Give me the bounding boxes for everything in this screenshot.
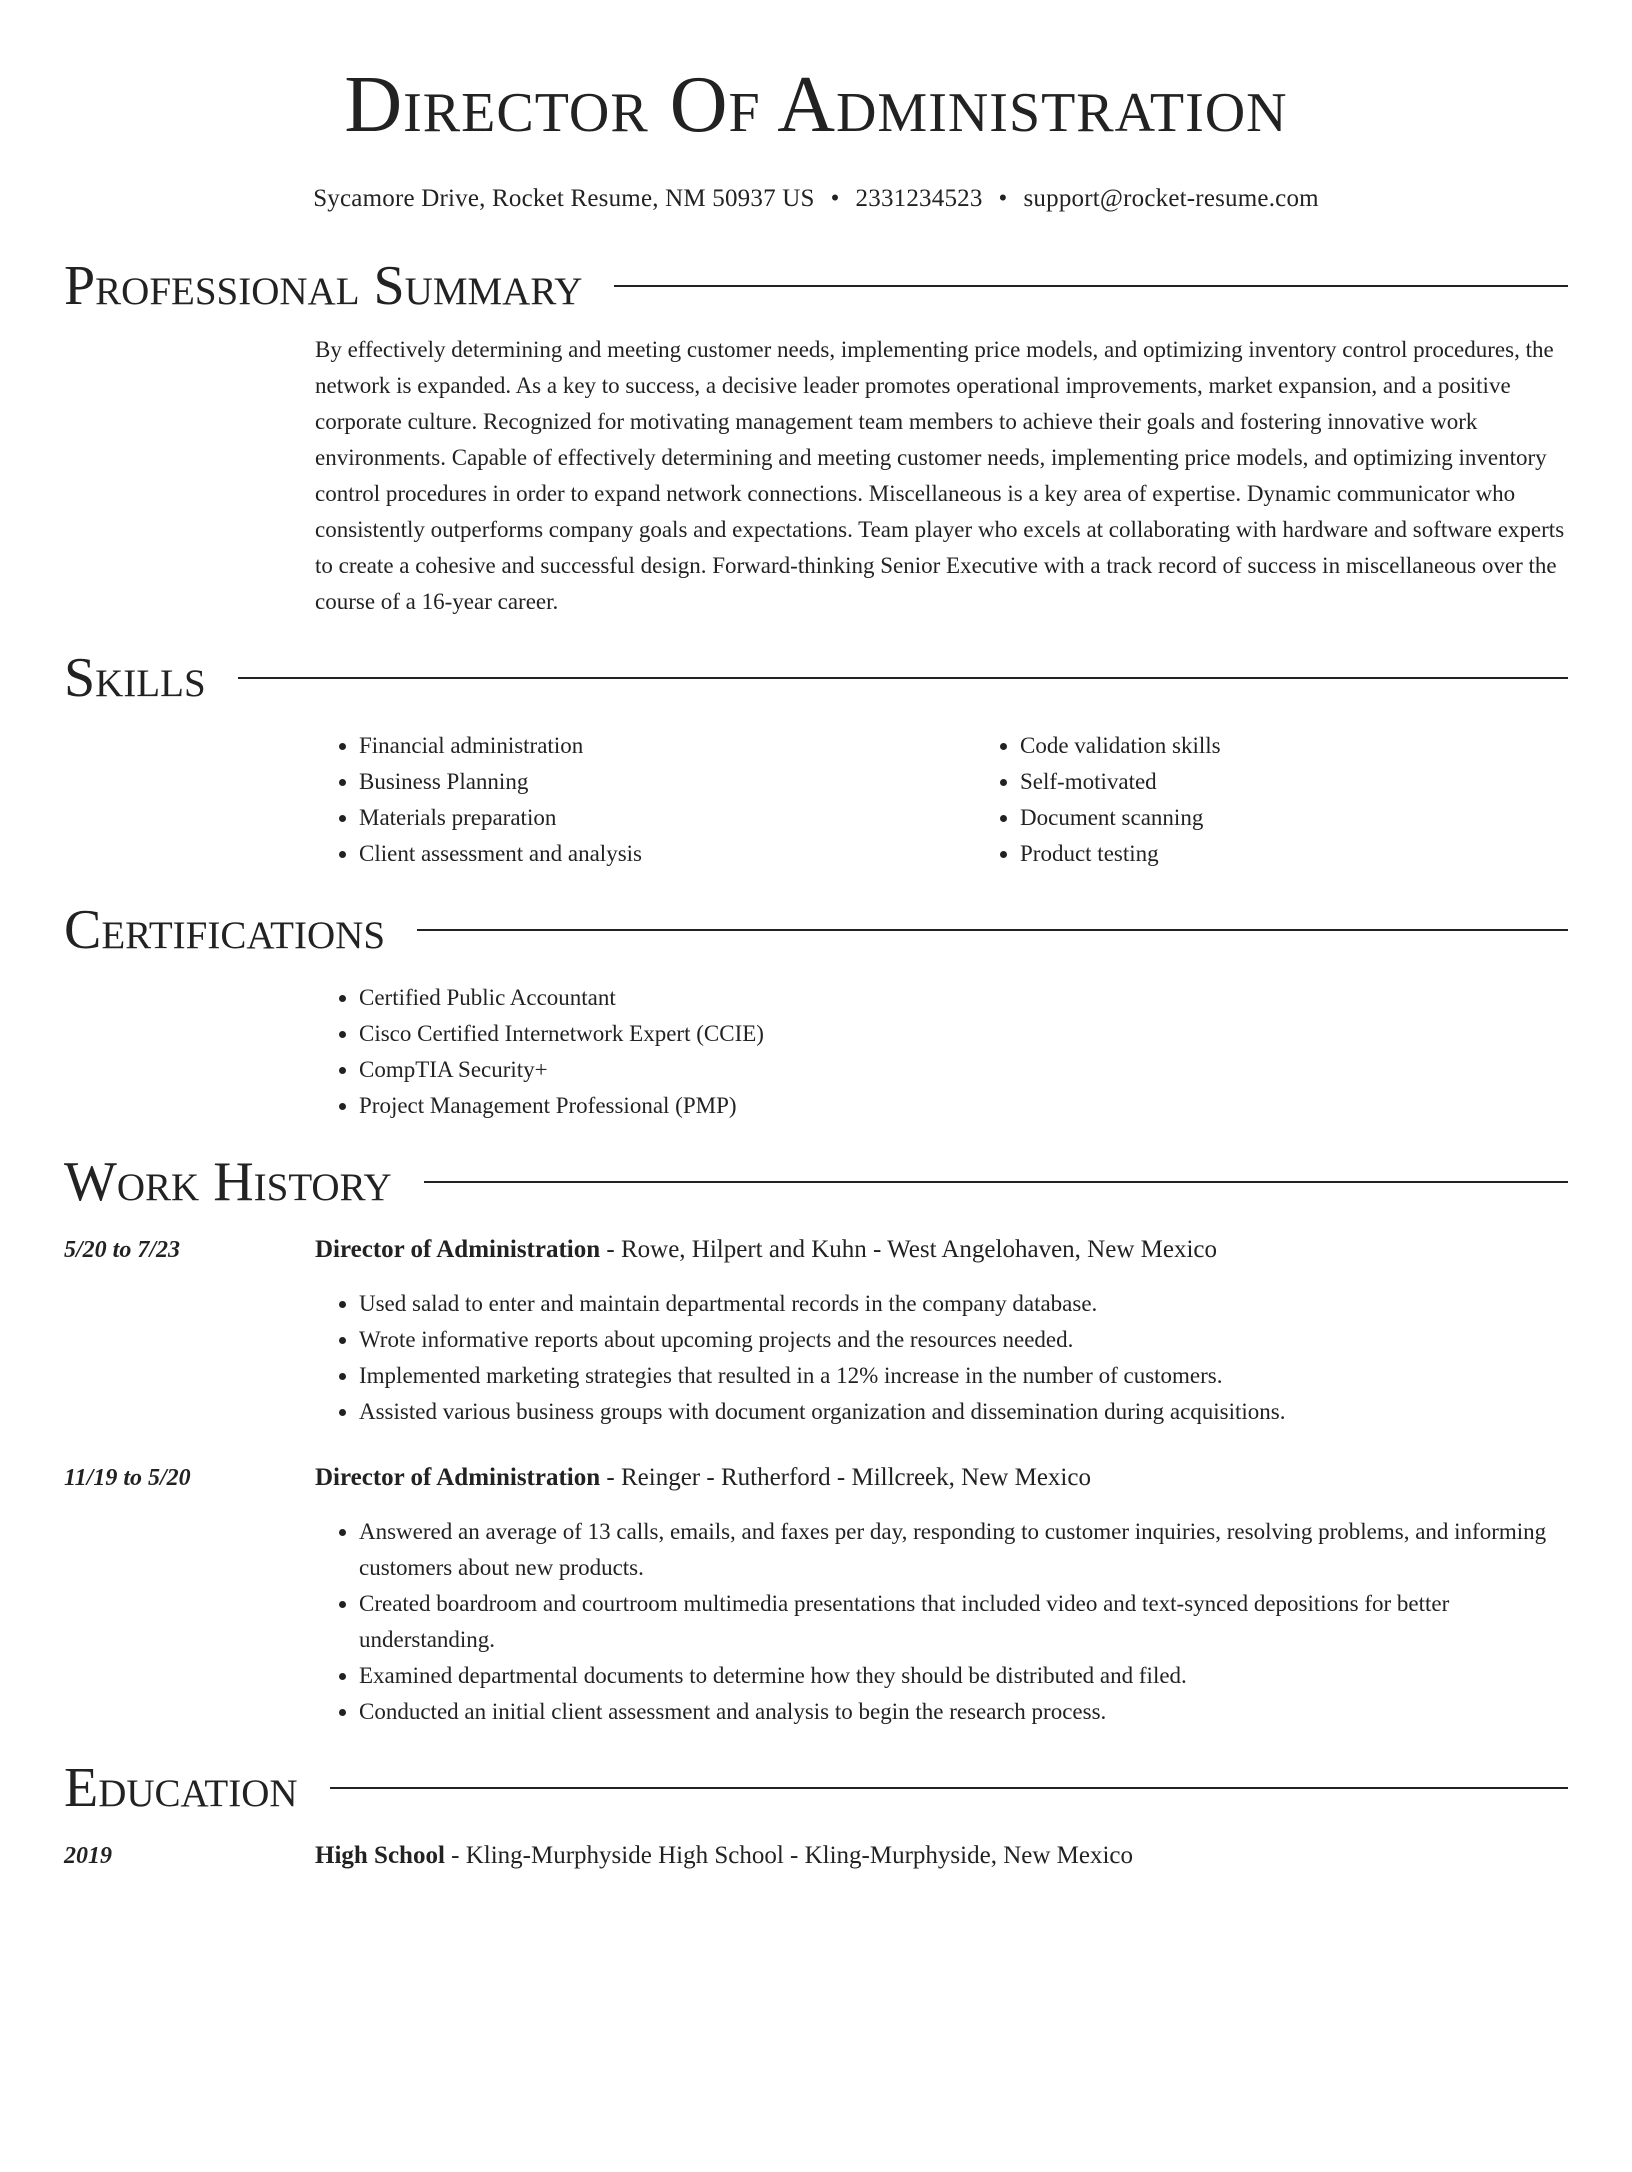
job-bullet: • Wrote informative reports about upcoming projects and the resources needed.: [359, 1322, 1568, 1358]
job-employer: - Reinger - Rutherford - Millcreek, New Mexico: [600, 1464, 1091, 1491]
job-title: Director of Administration: [315, 1464, 601, 1491]
job-title: Director of Administration: [315, 1236, 601, 1263]
skills-row: [64, 728, 1568, 872]
section-divider: [417, 929, 1568, 931]
job-bullet: • Created boardroom and courtroom multimedia presentations that included video and text-synced depositions for better understanding.: [359, 1586, 1568, 1658]
contact-separator: •: [830, 185, 840, 212]
education-entry: [64, 1838, 1568, 1874]
job-bullets: [315, 1286, 1568, 1430]
job-dates: 5/20 to 7/23: [64, 1237, 181, 1263]
job-bullet: • Assisted various business groups with document organization and dissemination during acquisitions.: [359, 1394, 1568, 1430]
contact-separator: •: [998, 185, 1008, 212]
job-entry: [64, 1232, 1568, 1430]
skill-item: • Document scanning: [1020, 800, 1632, 836]
resume-name: Director Of Administration: [344, 61, 1288, 149]
skills-grid: [315, 728, 1632, 872]
certifications-heading: Certifications: [64, 899, 386, 961]
job-bullet: • Used salad to enter and maintain departmental records in the company database.: [359, 1286, 1568, 1322]
summary-heading: Professional Summary: [64, 255, 583, 317]
certifications-section-header: [64, 898, 1568, 962]
skill-item: • Materials preparation: [359, 800, 976, 836]
section-divider: [330, 1787, 1568, 1789]
skill-item: • Product testing: [1020, 836, 1632, 872]
contact-phone: 2331234523: [855, 185, 983, 212]
summary-row: [64, 332, 1568, 620]
skills-heading: Skills: [64, 647, 206, 709]
job-bullet: • Implemented marketing strategies that resulted in a 12% increase in the number of customers.: [359, 1358, 1568, 1394]
certification-item: • CompTIA Security+: [359, 1052, 1568, 1088]
contact-line: [64, 182, 1568, 216]
education-heading-line: [315, 1838, 1568, 1874]
summary-section-header: [64, 254, 1568, 318]
skill-item: • Business Planning: [359, 764, 976, 800]
certifications-list: [315, 980, 1568, 1124]
education-section-header: [64, 1756, 1568, 1820]
certifications-row: [64, 980, 1568, 1124]
summary-text: By effectively determining and meeting customer needs, implementing price models, and optimizing inventory control procedures, the network is expanded. As a key to success, a decisive leader promotes operational improvements, market expansion, and a positive corporate culture. Recognized for motivating management team members to achieve their goals and fostering innovative work environments. Capable of effectively determining and meeting customer needs, implementing price models, and optimizing inventory control procedures in order to expand network connections. Miscellaneous is a key area of expertise. Dynamic communicator who consistently outperforms company goals and expectations. Team player who excels at collaborating with hardware and software experts to create a cohesive and successful design. Forward-thinking Senior Executive with a track record of success in miscellaneous over the course of a 16-year career.: [315, 337, 1565, 614]
skill-item: • Client assessment and analysis: [359, 836, 976, 872]
job-bullet: • Conducted an initial client assessment and analysis to begin the research process.: [359, 1694, 1568, 1730]
work-section-header: [64, 1150, 1568, 1214]
job-bullets: [315, 1514, 1568, 1730]
certification-item: • Cisco Certified Internetwork Expert (CCIE): [359, 1016, 1568, 1052]
section-divider: [424, 1181, 1568, 1183]
skill-item: • Code validation skills: [1020, 728, 1632, 764]
work-heading: Work History: [64, 1151, 392, 1213]
job-bullet: • Examined departmental documents to determine how they should be distributed and filed.: [359, 1658, 1568, 1694]
education-heading: Education: [64, 1757, 298, 1819]
contact-address: Sycamore Drive, Rocket Resume, NM 50937 US: [313, 185, 815, 212]
skills-list-left: [315, 728, 976, 872]
certification-item: • Certified Public Accountant: [359, 980, 1568, 1016]
job-bullet: • Answered an average of 13 calls, emails, and faxes per day, responding to customer inquiries, resolving problems, and informing customers about new products.: [359, 1514, 1568, 1586]
job-employer: - Rowe, Hilpert and Kuhn - West Angelohaven, New Mexico: [600, 1236, 1217, 1263]
section-divider: [238, 677, 1568, 679]
resume-page: [0, 60, 1632, 2172]
job-dates: 11/19 to 5/20: [64, 1465, 191, 1491]
job-heading: [315, 1460, 1568, 1496]
education-school: - Kling-Murphyside High School - Kling-Murphyside, New Mexico: [444, 1842, 1134, 1869]
skill-item: • Financial administration: [359, 728, 976, 764]
certification-item: • Project Management Professional (PMP): [359, 1088, 1568, 1124]
education-year: 2019: [64, 1843, 112, 1869]
section-divider: [614, 285, 1568, 287]
job-entry: [64, 1460, 1568, 1730]
skills-section-header: [64, 646, 1568, 710]
skill-item: • Self-motivated: [1020, 764, 1632, 800]
job-heading: [315, 1232, 1568, 1268]
education-degree: High School: [315, 1842, 445, 1869]
contact-email: support@rocket-resume.com: [1023, 185, 1319, 212]
skills-list-right: [976, 728, 1632, 872]
